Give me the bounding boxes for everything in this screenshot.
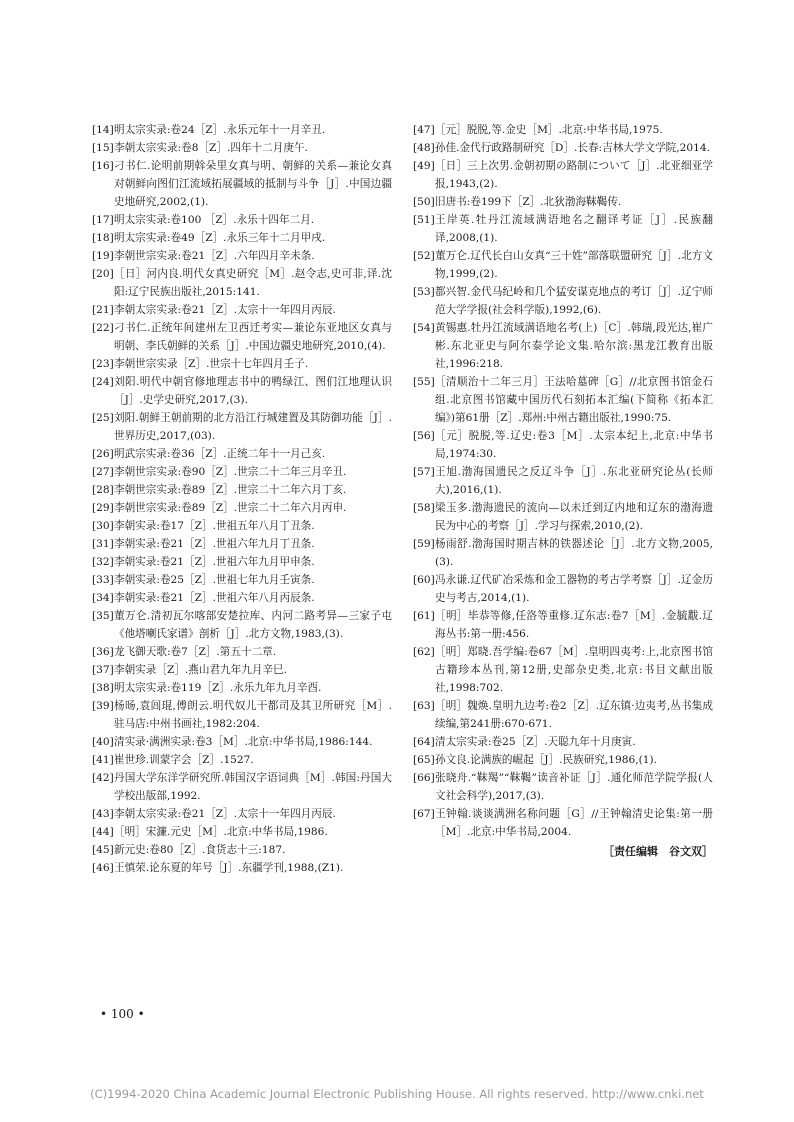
reference-item <box>92 859 392 877</box>
reference-item <box>92 697 392 733</box>
reference-text: 明武宗实录:卷36［Z］.正统二年十一月己亥. <box>114 448 326 460</box>
reference-number: [49] <box>413 160 435 172</box>
reference-item <box>92 841 392 859</box>
reference-number: [59] <box>413 538 435 550</box>
reference-number: [33] <box>92 574 114 586</box>
reference-item <box>92 157 392 211</box>
reference-number: [47] <box>413 124 435 136</box>
reference-item <box>413 211 713 247</box>
reference-text: 李朝实录:卷21［Z］.世祖六年八月丙辰条. <box>114 592 315 604</box>
reference-text: 李朝太宗实录:卷8［Z］.四年十二月庚午. <box>114 142 308 154</box>
reference-item <box>92 589 392 607</box>
reference-item <box>92 607 392 643</box>
reference-text: 都兴智.金代马纪岭和几个猛安谋克地点的考订［J］.辽宁师范大学学报(社会科学版),1992,(6). <box>435 286 713 316</box>
reference-item <box>92 247 392 265</box>
reference-number: [32] <box>92 556 114 568</box>
reference-text: 李朝实录:卷21［Z］.世祖六年九月丁丑条. <box>114 538 315 550</box>
reference-item <box>92 571 392 589</box>
reference-text: 李朝世宗实录:卷90［Z］.世宗二十二年三月辛丑. <box>114 466 347 478</box>
reference-item <box>92 409 392 445</box>
reference-number: [62] <box>413 646 435 658</box>
page-number: • 100 • <box>100 1007 145 1021</box>
reference-text: 董万仑.清初瓦尔喀部安楚拉库、内河二路考异—三家子屯《他塔喇氏家谱》剖析［J］.北方文物,1983,(3). <box>114 610 392 640</box>
reference-number: [44] <box>92 826 114 838</box>
reference-number: [66] <box>413 772 435 784</box>
reference-item <box>413 139 713 157</box>
reference-text: 明太宗实录:卷119［Z］.永乐九年九月辛酉. <box>114 682 322 694</box>
reference-number: [40] <box>92 736 114 748</box>
reference-text: 李朝太宗实录:卷21［Z］.太宗十一年四月丙辰. <box>114 808 336 820</box>
reference-number: [22] <box>92 322 114 334</box>
reference-text: ［元］脱脱,等.辽史:卷3［M］.太宗本纪上,北京:中华书局,1974:30. <box>435 430 713 460</box>
reference-number: [64] <box>413 736 435 748</box>
reference-number: [14] <box>92 124 114 136</box>
reference-number: [60] <box>413 574 435 586</box>
reference-text: 刁书仁.正统年间建州左卫西迁考实—兼论东亚地区女真与明朝、李氏朝鲜的关系［J］.中国边疆史地研究,2010,(4). <box>114 322 392 352</box>
reference-item <box>92 139 392 157</box>
reference-item <box>92 733 392 751</box>
reference-number: [19] <box>92 250 114 262</box>
reference-number: [42] <box>92 772 114 784</box>
reference-number: [43] <box>92 808 114 820</box>
reference-number: [58] <box>413 502 435 514</box>
reference-number: [56] <box>413 430 435 442</box>
reference-text: 清实录·满洲实录:卷3［M］.北京:中华书局,1986:144. <box>114 736 373 748</box>
reference-text: 明太宗实录:卷49［Z］.永乐三年十二月甲戌. <box>114 232 326 244</box>
reference-text: 梁玉多.渤海遗民的流向—以未迁到辽内地和辽东的渤海遗民为中心的考察［J］.学习与探索,2010,(2). <box>435 502 713 532</box>
reference-item <box>92 661 392 679</box>
reference-item <box>413 571 713 607</box>
reference-text: ［明］宋濂.元史［M］.北京:中华书局,1986. <box>114 826 328 838</box>
reference-item <box>413 499 713 535</box>
reference-item <box>92 643 392 661</box>
reference-number: [61] <box>413 610 435 622</box>
reference-text: ［元］脱脱,等.金史［M］.北京:中华书局,1975. <box>435 124 663 136</box>
reference-item <box>92 679 392 697</box>
reference-item <box>92 823 392 841</box>
reference-number: [38] <box>92 682 114 694</box>
reference-number: [52] <box>413 250 435 262</box>
reference-number: [57] <box>413 466 435 478</box>
reference-text: ［清顺治十二年三月］王法哈墓碑［G］//北京图书馆金石组.北京图书馆藏中国历代石刻拓本汇编(下简称《拓本汇编》)第61册［Z］.郑州:中州古籍出版社,1990:75. <box>435 376 713 424</box>
reference-text: 刁书仁.论明前期斡朵里女真与明、朝鲜的关系—兼论女真对朝鲜向图们江流域拓展疆域的抵制与斗争［J］.中国边疆史地研究,2002,(1). <box>114 160 392 208</box>
references-left-column <box>92 121 392 877</box>
reference-item <box>92 373 392 409</box>
reference-item <box>413 373 713 427</box>
reference-text: 孙文良.论满族的崛起［J］.民族研究,1986,(1). <box>435 754 657 766</box>
reference-number: [25] <box>92 412 114 424</box>
reference-text: 王旭.渤海国遗民之反辽斗争［J］.东北亚研究论丛(长师大),2016,(1). <box>435 466 713 496</box>
reference-number: [31] <box>92 538 114 550</box>
reference-text: 董万仑.辽代长白山女真“三十姓”部落联盟研究［J］.北方文物,1999,(2). <box>435 250 713 280</box>
reference-number: [20] <box>92 268 114 280</box>
reference-item <box>413 121 713 139</box>
reference-number: [27] <box>92 466 114 478</box>
reference-item <box>413 283 713 319</box>
reference-text: 旧唐书:卷199下［Z］.北狄渤海靺鞨传. <box>435 196 622 208</box>
reference-item <box>92 355 392 373</box>
reference-text: 新元史:卷80［Z］.食货志十三:187. <box>114 844 286 856</box>
reference-number: [51] <box>413 214 435 226</box>
reference-item <box>413 427 713 463</box>
reference-item <box>413 643 713 697</box>
reference-item <box>413 535 713 571</box>
reference-item <box>92 229 392 247</box>
reference-text: 张晓舟.“靺羯”“靺鞨”读音补证［J］.通化师范学院学报(人文社会科学),2017,(3). <box>435 772 713 802</box>
reference-text: 李朝世宗实录:卷21［Z］.六年四月辛未条. <box>114 250 315 262</box>
reference-text: 崔世珍.训蒙字会［Z］.1527. <box>114 754 254 766</box>
reference-text: 丹国大学东洋学研究所.韩国汉字语词典［M］.韩国:丹国大学校出版部,1992. <box>114 772 392 802</box>
reference-item <box>413 607 713 643</box>
reference-text: 李朝实录:卷25［Z］.世祖七年九月壬寅条. <box>114 574 315 586</box>
reference-text: 刘阳.明代中朝官修地理志书中的鸭绿江、图们江地理认识［J］.史学史研究,2017,(3). <box>114 376 392 406</box>
reference-item <box>92 265 392 301</box>
reference-number: [21] <box>92 304 114 316</box>
reference-text: 李朝太宗实录:卷21［Z］.太宗十一年四月丙辰. <box>114 304 336 316</box>
reference-number: [41] <box>92 754 114 766</box>
reference-item <box>92 499 392 517</box>
reference-number: [39] <box>92 700 114 712</box>
reference-item <box>92 445 392 463</box>
reference-text: 王岸英.牡丹江流域满语地名之翻译考证［J］.民族翻译,2008,(1). <box>435 214 713 244</box>
references-right-column <box>413 121 713 861</box>
reference-item <box>92 805 392 823</box>
reference-text: 杨旸,袁闾琨,傅朗云.明代奴儿干都司及其卫所研究［M］.驻马店:中州书画社,1982:204. <box>114 700 392 730</box>
reference-item <box>413 193 713 211</box>
reference-text: 王钟翰.谈谈满洲名称问题［G］//王钟翰清史论集:第一册［M］.北京:中华书局,2004. <box>435 808 713 838</box>
reference-item <box>413 463 713 499</box>
reference-text: 李朝世宗实录:卷89［Z］.世宗二十二年六月丙申. <box>114 502 347 514</box>
reference-item <box>413 733 713 751</box>
reference-text: ［日］河内良.明代女真史研究［M］.赵令志,史可非,译.沈阳:辽宁民族出版社,2015:141. <box>114 268 392 298</box>
reference-number: [36] <box>92 646 114 658</box>
reference-text: 李朝世宗实录［Z］.世宗十七年四月壬子. <box>114 358 309 370</box>
reference-number: [15] <box>92 142 114 154</box>
reference-number: [55] <box>413 376 435 388</box>
reference-item <box>413 805 713 841</box>
reference-item <box>92 463 392 481</box>
reference-text: ［明］郑晓.吾学编:卷67［M］.皇明四夷考:上,北京图书馆古籍珍本丛刊,第12册,史部杂史类,北京:书目文献出版社,1998:702. <box>435 646 713 694</box>
reference-text: 黄锡惠.牡丹江流域满语地名考(上)［C］.韩瑞,段光达,崔广彬.东北亚史与阿尔泰学论文集.哈尔滨:黑龙江教育出版社,1996:218. <box>435 322 713 370</box>
reference-number: [35] <box>92 610 114 622</box>
reference-number: [67] <box>413 808 435 820</box>
reference-text: 李朝实录:卷17［Z］.世祖五年八月丁丑条. <box>114 520 315 532</box>
editor-note: ［责任编辑 谷文双］ <box>603 845 713 858</box>
reference-item <box>413 247 713 283</box>
copyright-footer: (C)1994-2020 China Academic Journal Electronic Publishing House. All rights reserved. http://www.cnki.net <box>90 1087 704 1101</box>
reference-number: [48] <box>413 142 435 154</box>
editor-note-wrap <box>413 843 713 861</box>
reference-number: [18] <box>92 232 114 244</box>
reference-item <box>413 751 713 769</box>
reference-number: [63] <box>413 700 435 712</box>
reference-item <box>92 121 392 139</box>
reference-number: [23] <box>92 358 114 370</box>
reference-number: [54] <box>413 322 435 334</box>
reference-text: 冯永谦.辽代矿冶采炼和金工器物的考古学考察［J］.辽金历史与考古,2014,(1). <box>435 574 713 604</box>
reference-text: 刘阳.朝鲜王朝前期的北方沿江行城建置及其防御功能［J］.世界历史,2017,(03). <box>114 412 392 442</box>
reference-item <box>92 481 392 499</box>
reference-item <box>413 697 713 733</box>
reference-text: 李朝实录［Z］.燕山君九年九月辛巳. <box>114 664 288 676</box>
reference-number: [16] <box>92 160 114 172</box>
reference-number: [37] <box>92 664 114 676</box>
reference-text: 明太宗实录:卷100 ［Z］.永乐十四年二月. <box>114 214 315 226</box>
reference-number: [28] <box>92 484 114 496</box>
reference-item <box>413 769 713 805</box>
reference-item <box>413 157 713 193</box>
reference-text: 孙佳.金代行政路制研究［D］.长春:吉林大学文学院,2014. <box>435 142 710 154</box>
reference-text: 杨雨舒.渤海国时期吉林的铁器述论［J］.北方文物,2005,(3). <box>435 538 713 568</box>
reference-item <box>92 517 392 535</box>
reference-number: [34] <box>92 592 114 604</box>
reference-number: [30] <box>92 520 114 532</box>
reference-text: 李朝实录:卷21［Z］.世祖六年九月甲申条. <box>114 556 315 568</box>
reference-text: ［日］三上次男.金朝初期の路制について［J］.北亚细亚学报,1943,(2). <box>435 160 713 190</box>
reference-number: [46] <box>92 862 114 874</box>
reference-number: [53] <box>413 286 435 298</box>
reference-text: 李朝世宗实录:卷89［Z］.世宗二十二年六月丁亥. <box>114 484 347 496</box>
reference-text: 王慎荣.论东夏的年号［J］.东疆学刊,1988,(Z1). <box>114 862 344 874</box>
reference-item <box>92 553 392 571</box>
reference-item <box>92 769 392 805</box>
reference-text: 明太宗实录:卷24［Z］.永乐元年十一月辛丑. <box>114 124 326 136</box>
reference-item <box>92 211 392 229</box>
reference-text: 龙飞御天歌:卷7［Z］.第五十二章. <box>114 646 277 658</box>
reference-item <box>92 301 392 319</box>
reference-text: 清太宗实录:卷25［Z］.天聪九年十月庚寅. <box>435 736 636 748</box>
reference-number: [65] <box>413 754 435 766</box>
reference-number: [50] <box>413 196 435 208</box>
reference-item <box>92 319 392 355</box>
reference-number: [29] <box>92 502 114 514</box>
reference-number: [45] <box>92 844 114 856</box>
reference-item <box>413 319 713 373</box>
reference-item <box>92 535 392 553</box>
reference-text: ［明］毕恭等修,任洛等重修.辽东志:卷7［M］.金毓黻.辽海丛书:第一册:456. <box>435 610 713 640</box>
reference-number: [24] <box>92 376 114 388</box>
reference-text: ［明］魏焕.皇明九边考:卷2［Z］.辽东镇·边夷考,丛书集成续编,第241册:670-671. <box>435 700 713 730</box>
reference-number: [26] <box>92 448 114 460</box>
reference-item <box>92 751 392 769</box>
reference-number: [17] <box>92 214 114 226</box>
